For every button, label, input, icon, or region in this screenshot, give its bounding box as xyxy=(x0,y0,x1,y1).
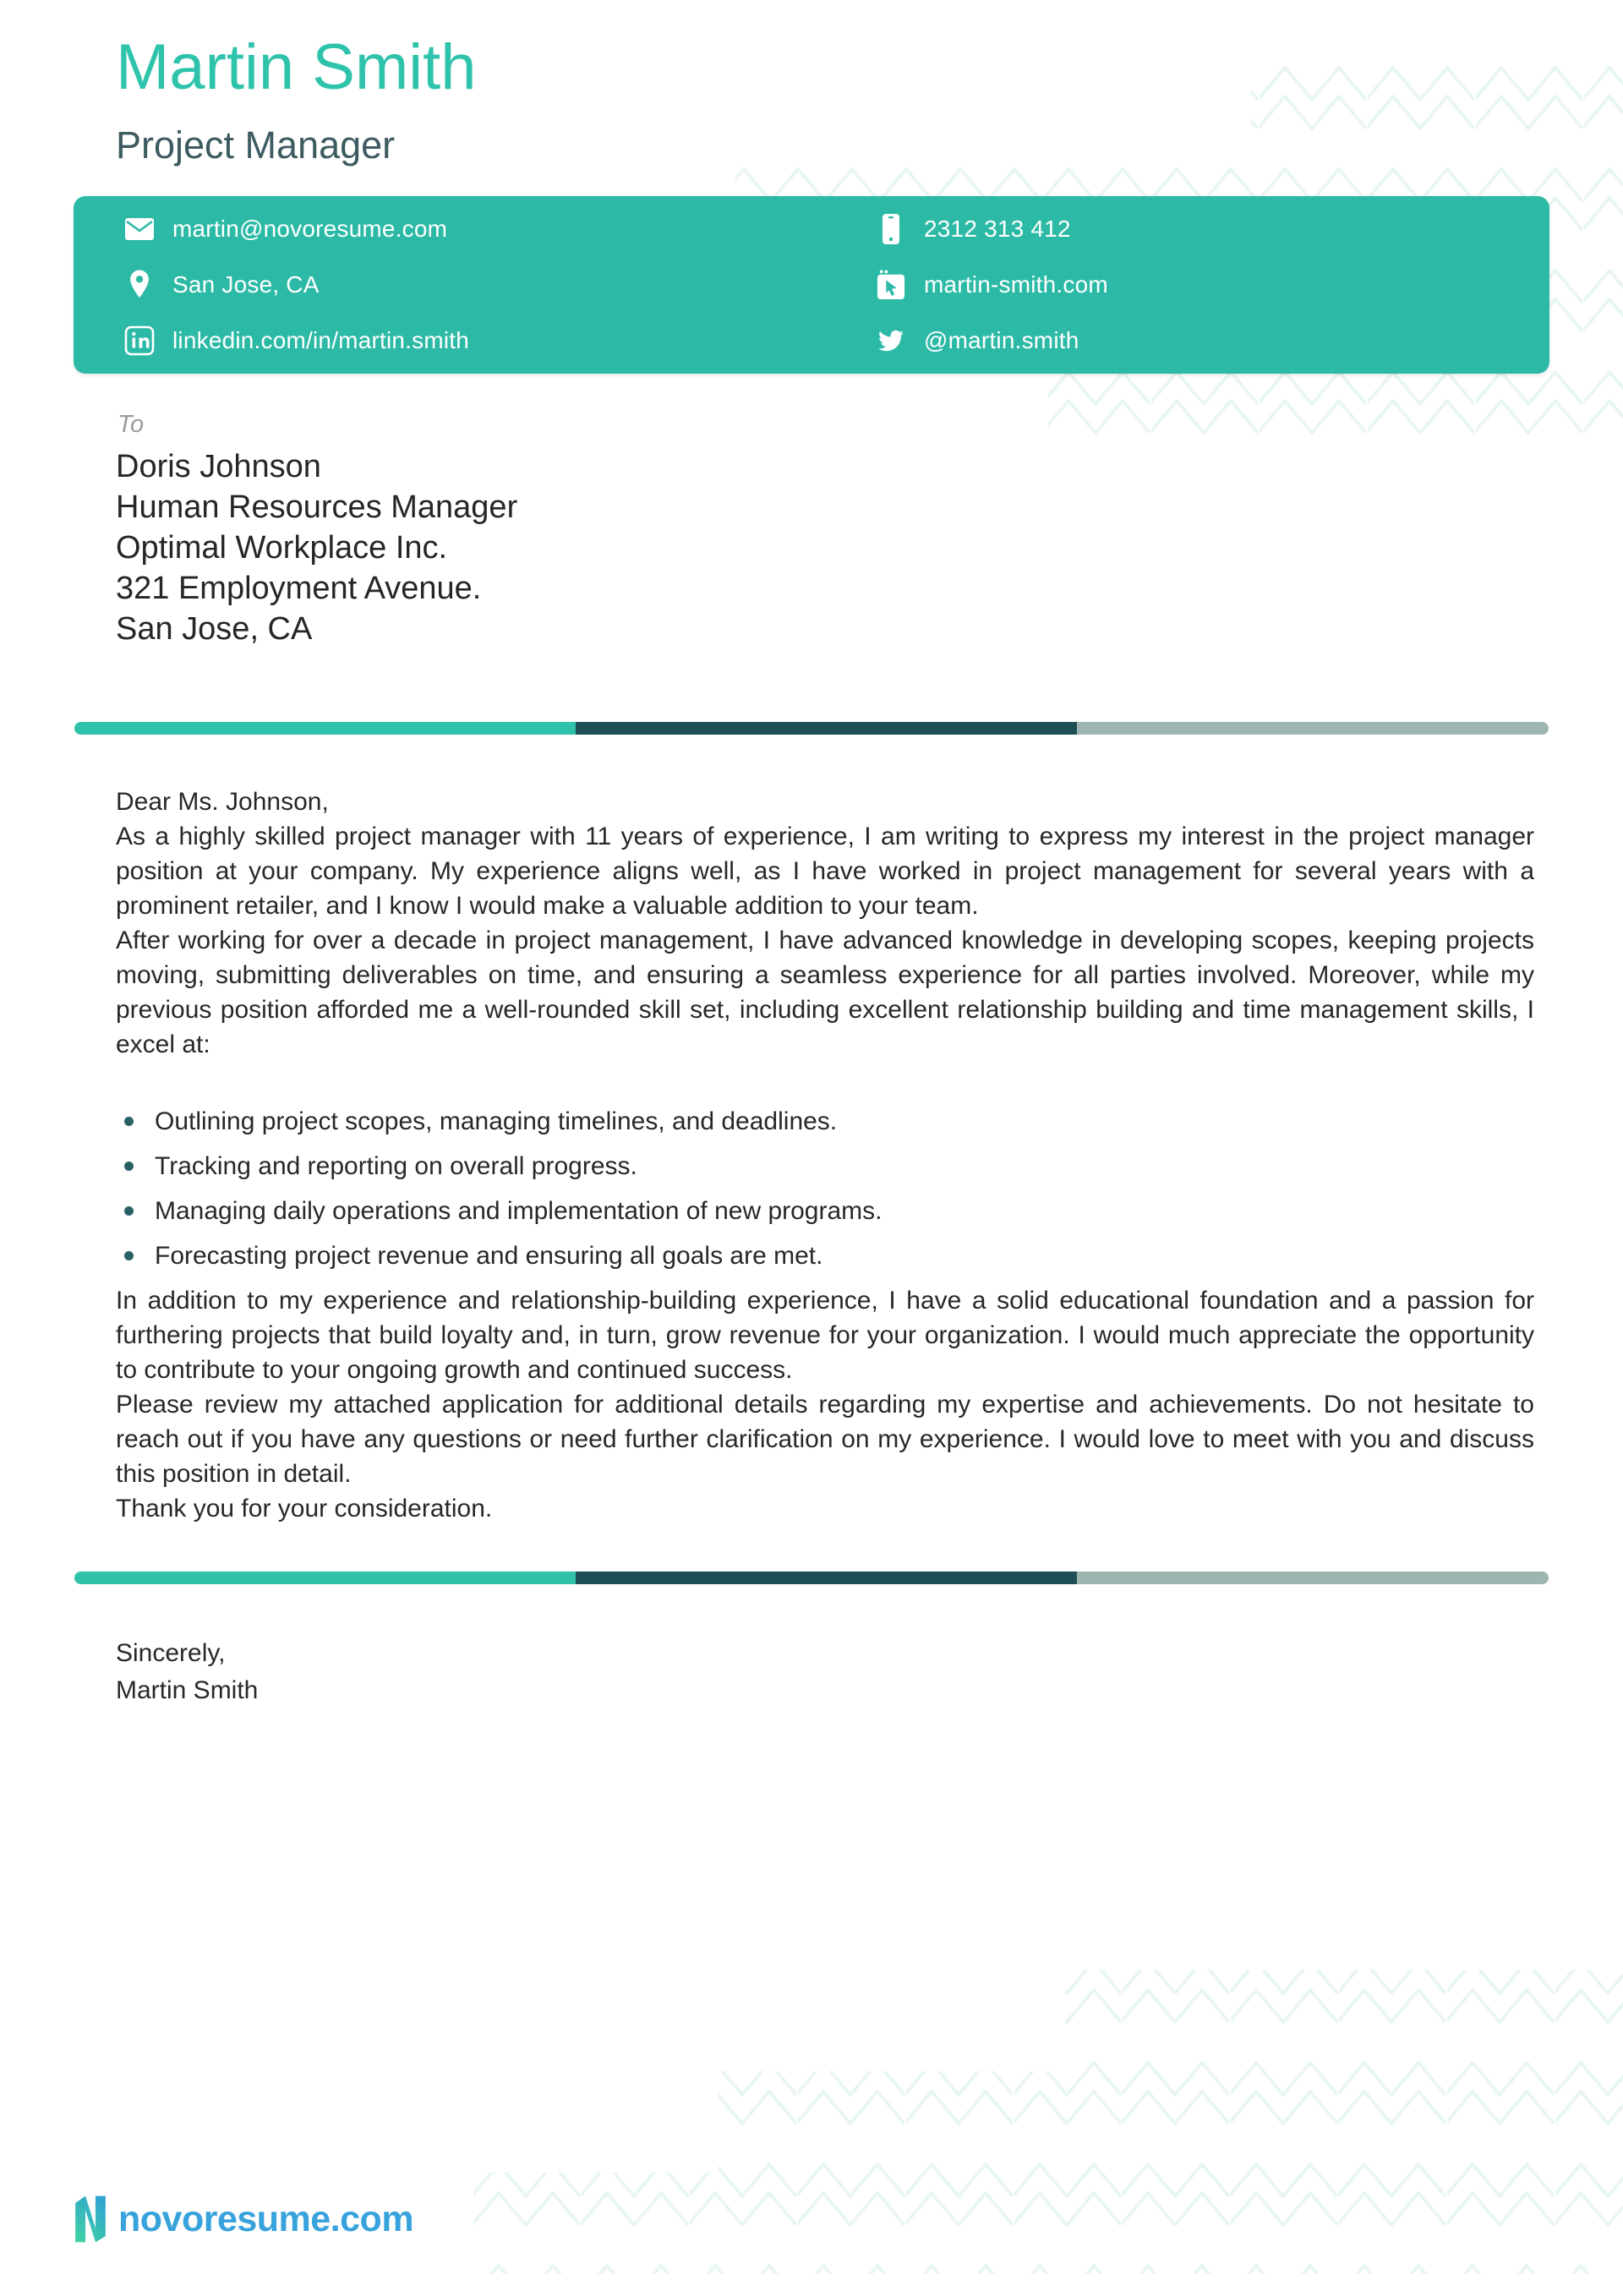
contact-email-value: martin@novoresume.com xyxy=(172,216,448,242)
divider-segment-dark xyxy=(576,1572,1077,1584)
footer-brand[interactable] xyxy=(69,2195,413,2244)
recipient-name: Doris Johnson xyxy=(116,449,321,484)
linkedin-icon xyxy=(124,325,155,357)
bullet-item: Forecasting project revenue and ensuring all goals are met. xyxy=(116,1238,1534,1273)
contact-phone-value: 2312 313 412 xyxy=(924,216,1071,242)
paragraph-1: As a highly skilled project manager with 11 years of experience, I am writing to express my interest in the project manager position at your company. My experience aligns well, as I have worked in project management for several years with a prominent retailer, and I know I would make a valuable addition to your team. xyxy=(116,823,1534,920)
divider-top xyxy=(74,722,1549,735)
twitter-icon xyxy=(876,325,906,357)
closing-line: Thank you for your consideration. xyxy=(116,1495,493,1522)
recipient-label: To xyxy=(117,411,145,438)
signature-name: Martin Smith xyxy=(116,1676,259,1704)
skills-bullet-list xyxy=(116,1104,1534,1273)
contact-item-location[interactable] xyxy=(124,269,876,301)
signature-block xyxy=(116,1635,1534,1709)
divider-segment-gray xyxy=(1077,1572,1549,1584)
contact-twitter-value: @martin.smith xyxy=(924,327,1079,353)
location-pin-icon xyxy=(124,269,155,301)
chevron-pattern-bottom xyxy=(473,1944,1623,2274)
recipient-title: Human Resources Manager xyxy=(116,489,518,525)
bullet-item: Outlining project scopes, managing timelines, and deadlines. xyxy=(116,1104,1534,1139)
job-title: Project Manager xyxy=(116,123,396,167)
recipient-street: 321 Employment Avenue. xyxy=(116,571,482,606)
divider-bottom xyxy=(74,1572,1549,1584)
novoresume-logo-icon xyxy=(69,2195,112,2244)
contact-item-email[interactable] xyxy=(124,213,876,245)
recipient-company: Optimal Workplace Inc. xyxy=(116,530,448,566)
website-icon xyxy=(876,269,906,301)
letter-body xyxy=(116,784,1534,1709)
bullet-item: Managing daily operations and implementation of new programs. xyxy=(116,1194,1534,1228)
contact-item-phone[interactable] xyxy=(876,213,1549,245)
divider-segment-teal xyxy=(74,722,576,735)
contact-card xyxy=(74,196,1549,374)
divider-segment-gray xyxy=(1077,722,1549,735)
divider-segment-dark xyxy=(576,722,1077,735)
contact-website-value: martin-smith.com xyxy=(924,271,1108,298)
divider-segment-teal xyxy=(74,1572,576,1584)
signoff: Sincerely, xyxy=(116,1639,226,1667)
page-title-name: Martin Smith xyxy=(116,31,477,103)
paragraph-2: After working for over a decade in project management, I have advanced knowledge in developing scopes, keeping projects moving, submitting deliverables on time, and ensuring a seamless experience for all parties involved. Moreover, while my previous position afforded me a well-rounded skill set, including excellent relationship building and time management skills, I excel at: xyxy=(116,927,1534,1058)
salutation: Dear Ms. Johnson, xyxy=(116,788,329,816)
contact-location-value: San Jose, CA xyxy=(172,271,320,298)
contact-item-twitter[interactable] xyxy=(876,325,1549,357)
recipient-city: San Jose, CA xyxy=(116,611,313,647)
contact-item-linkedin[interactable] xyxy=(124,325,876,357)
recipient-block xyxy=(116,446,517,649)
contact-item-website[interactable] xyxy=(876,269,1549,301)
paragraph-4: Please review my attached application for additional details regarding my expertise and achievements. Do not hesitate to reach out if you have any questions or need further clarification on my experience. I would love to meet with you and discuss this position in detail. xyxy=(116,1391,1534,1488)
phone-icon xyxy=(876,213,906,245)
envelope-icon xyxy=(124,213,155,245)
contact-linkedin-value: linkedin.com/in/martin.smith xyxy=(172,327,470,353)
contact-grid xyxy=(124,201,1549,374)
bullet-item: Tracking and reporting on overall progress. xyxy=(116,1149,1534,1184)
footer-brand-text: novoresume.com xyxy=(118,2198,414,2239)
paragraph-3: In addition to my experience and relationship-building experience, I have a solid educational foundation and a passion for furthering projects that build loyalty and, in turn, grow revenue for your organization. I would much appreciate the opportunity to contribute to your ongoing growth and continued success. xyxy=(116,1287,1534,1384)
